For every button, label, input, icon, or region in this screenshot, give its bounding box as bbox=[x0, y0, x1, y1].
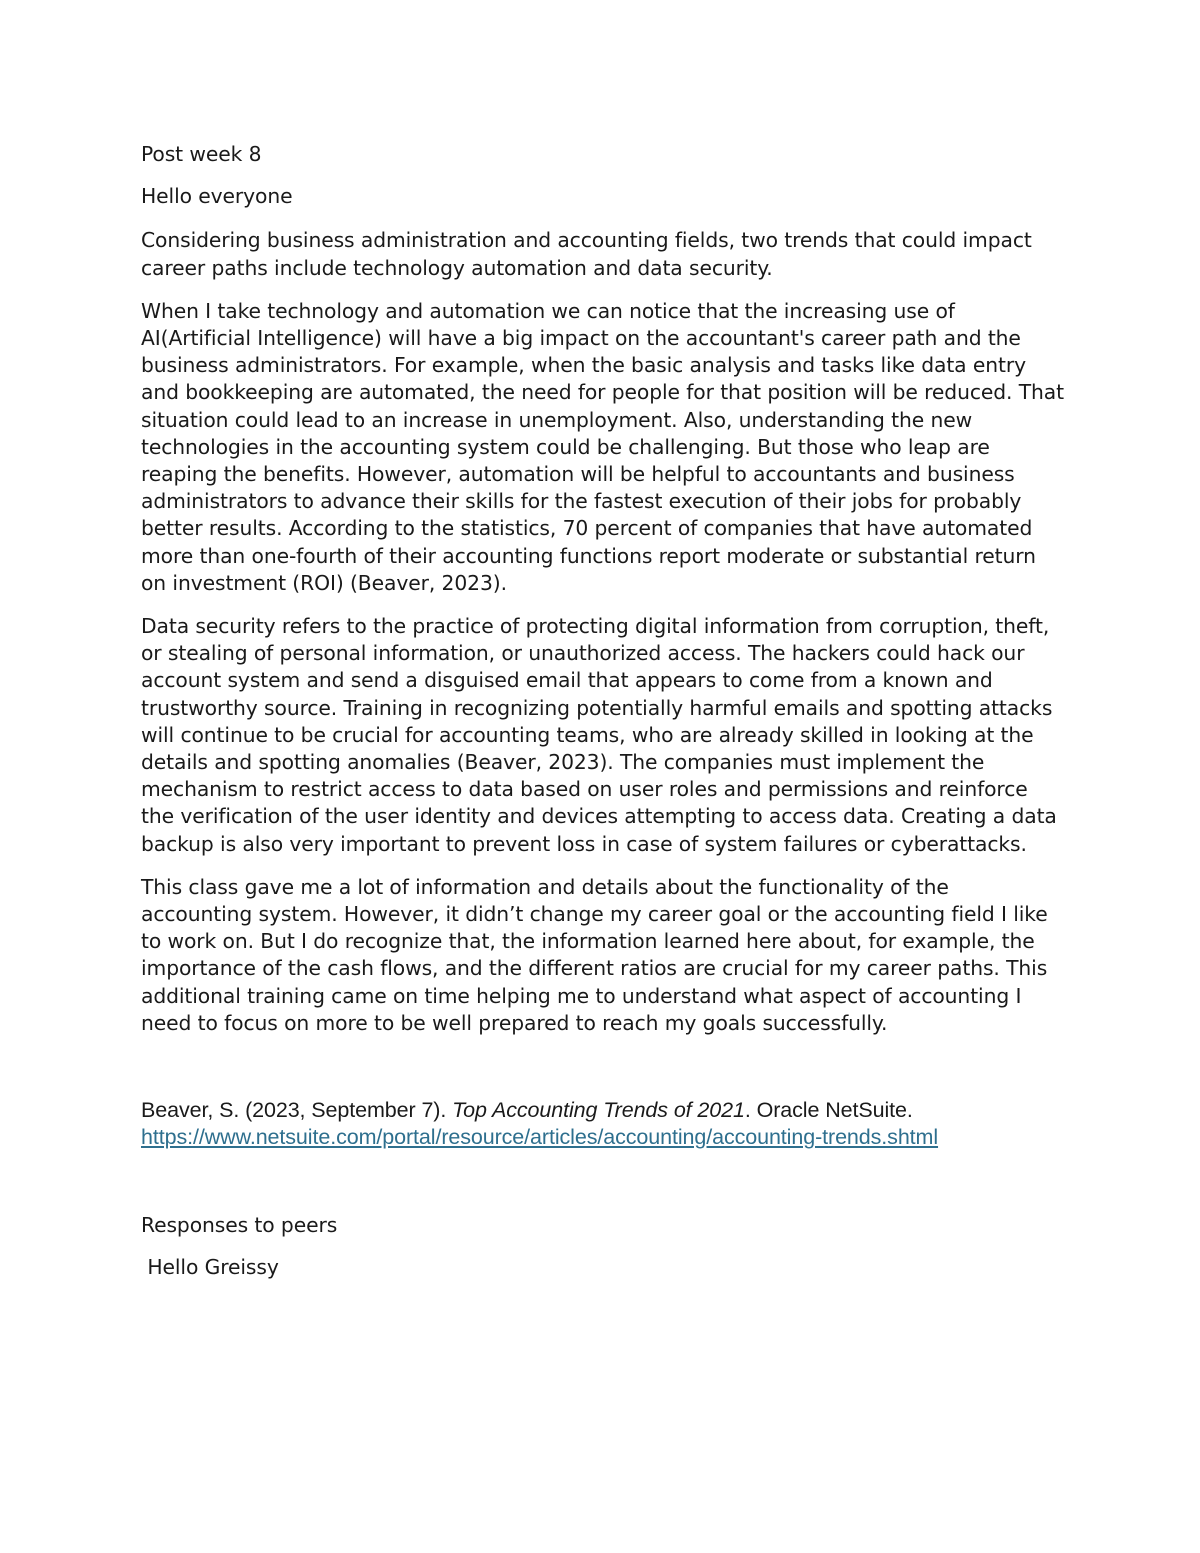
reference-work-title: Top Accounting Trends of 2021 bbox=[452, 1098, 745, 1123]
responses-heading: Responses to peers bbox=[141, 1213, 338, 1238]
reference-author-date: Beaver, S. (2023, September 7). bbox=[141, 1098, 453, 1123]
paragraph-data-security: Data security refers to the practice of protecting digital information from corruption, theft, or stealing of personal information, or unauthorized access. The hackers could hack our account system and send a disguised email that appears to come from a known and trustworthy source. Training in recognizing potentially harmful emails and spotting attacks will continue to be crucial for accounting teams, who are already skilled in looking at the details and spotting anomalies (Beaver, 2023). The companies must implement the mechanism to restrict access to data based on user roles and permissions and reinforce the verification of the user identity and devices attempting to access data. Creating a data backup is also very important to prevent loss in case of system failures or cyberattacks. bbox=[141, 614, 1057, 856]
reference-entry bbox=[141, 1097, 1066, 1151]
reference-link[interactable]: https://www.netsuite.com/portal/resource/articles/accounting/accounting-trends.shtml bbox=[141, 1125, 939, 1150]
greeting: Hello everyone bbox=[141, 184, 293, 209]
paragraph-intro: Considering business administration and accounting fields, two trends that could impact career paths include technology automation and data security. bbox=[141, 228, 1032, 280]
post-title: Post week 8 bbox=[141, 142, 262, 166]
paragraph-automation: When I take technology and automation we can notice that the increasing use of AI(Artificial Intelligence) will have a big impact on the accountant's career path and the business administrators. For example, when the basic analysis and tasks like data entry and bookkeeping are automated, the need for people for that position will be reduced. That situation could lead to an increase in unemployment. Also, understanding the new technologies in the accounting system could be challenging. But those who leap are reaping the benefits. However, automation will be helpful to accountants and business administrators to advance their skills for the fastest execution of their jobs for probably better results. According to the statistics, 70 percent of companies that have automated more than one-fourth of their accounting functions report moderate or substantial return on investment (ROI) (Beaver, 2023). bbox=[141, 298, 1064, 595]
reference-publisher: . Oracle NetSuite. bbox=[744, 1098, 913, 1123]
peer-greeting: Hello Greissy bbox=[141, 1255, 279, 1280]
document-body bbox=[141, 141, 1066, 1298]
paragraph-class-reflection: This class gave me a lot of information and details about the functionality of the accounting system. However, it didn’t change my career goal or the accounting field I like to work on. But I do recognize that, the information learned here about, for example, the importance of the cash flows, and the different ratios are crucial for my career paths. This additional training came on time helping me to understand what aspect of accounting I need to focus on more to be well prepared to reach my goals successfully. bbox=[141, 874, 1048, 1035]
